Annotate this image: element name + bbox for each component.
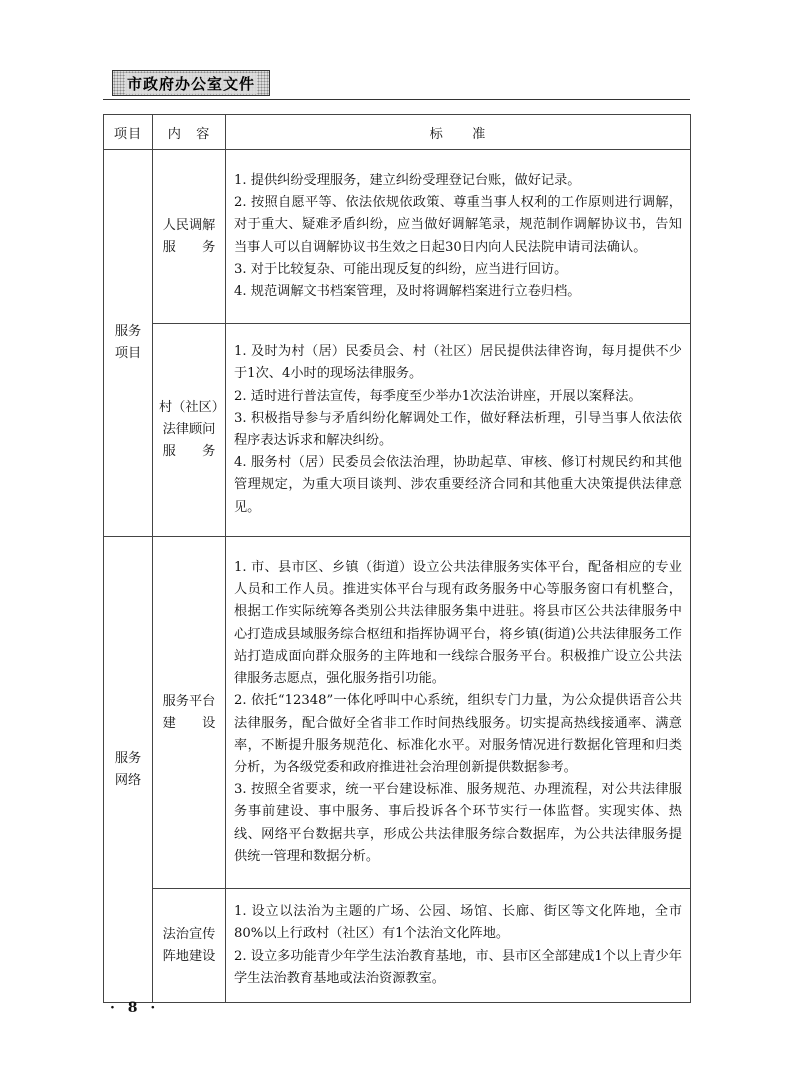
standard-cell [226, 537, 691, 889]
document-header-title: 市政府办公室文件 [126, 74, 255, 93]
table-row [104, 150, 691, 324]
standard-item: 2. 设立多功能青少年学生法治教育基地，市、县市区全部建成1个以上青少年学生法治教育基地或法治资源教室。 [234, 948, 682, 986]
content-cell [153, 889, 226, 1003]
content-line: 法治宣传 [162, 926, 216, 942]
standard-cell [226, 150, 691, 324]
standards-table [103, 114, 691, 1003]
standard-item: 1. 市、县市区、乡镇（街道）设立公共法律服务实体平台，配备相应的专业人员和工作人员。推进实体平台与现有政务服务中心等服务窗口有机整合，根据工作实际统筹各类别公共法律服务集中进驻。将县市区公共法律服务中心打造成县域服务综合枢纽和指挥协调平台，将乡镇(街道)公共法律服务工作站打造成面向群众服务的主阵地和一线综合服务平台。积极推广设立公共法律服务志愿点，强化服务指引功能。 [234, 560, 682, 687]
content-line: 服务平台 [162, 693, 216, 709]
column-header-standard: 标 准 [226, 115, 691, 150]
content-cell [153, 150, 226, 324]
content-line: 服 务 [162, 444, 216, 459]
section-item-label: 服务项目 [114, 324, 142, 361]
header-divider [103, 99, 690, 100]
table-row [104, 889, 691, 1003]
table-row [104, 537, 691, 889]
standard-item: 2. 按照自愿平等、依法依规依政策、尊重当事人权利的工作原则进行调解，对于重大、疑难矛盾纠纷，应当做好调解笔录，规范制作调解协议书，告知当事人可以自调解协议书生效之日起30日内向人民法院申请司法确认。 [234, 195, 682, 255]
standard-item: 4. 规范调解文书档案管理，及时将调解档案进行立卷归档。 [234, 283, 581, 299]
standard-item: 1. 及时为村（居）民委员会、村（社区）居民提供法律咨询，每月提供不少于1次、4小时的现场法律服务。 [234, 344, 682, 382]
table-header-row [104, 115, 691, 150]
section-item-label: 服务网络 [114, 750, 142, 788]
content-line: 阵地建设 [162, 948, 216, 964]
standard-cell [226, 889, 691, 1003]
column-header-content: 内 容 [153, 115, 226, 150]
standard-item: 1. 设立以法治为主题的广场、公园、场馆、长廊、街区等文化阵地，全市80%以上行政村（社区）有1个法治文化阵地。 [234, 904, 682, 942]
standard-item: 3. 按照全省要求，统一平台建设标准、服务规范、办理流程，对公共法律服务事前建设、事中服务、事后投诉各个环节实行一体监督。实现实体、热线、网络平台数据共享，形成公共法律服务综合数据库，为公共法律服务提供统一管理和数据分析。 [234, 782, 682, 864]
section-item-cell [104, 150, 153, 537]
standard-item: 1. 提供纠纷受理服务，建立纠纷受理登记台账，做好记录。 [234, 172, 581, 188]
column-header-item: 项目 [104, 115, 153, 150]
page-number: · 8 · [110, 1000, 160, 1016]
table-row [104, 324, 691, 537]
content-line: 人民调解 [162, 217, 216, 233]
content-line: 服 务 [162, 239, 216, 255]
standard-item: 3. 积极指导参与矛盾纠纷化解调处工作，做好释法析理，引导当事人依法依程序表达诉求和解决纠纷。 [234, 410, 682, 448]
content-line: 建 设 [162, 715, 216, 731]
content-cell [153, 537, 226, 889]
section-item-cell [104, 537, 153, 1003]
standard-item: 2. 依托“12348”一体化呼叫中心系统，组织专门力量，为公众提供语音公共法律服务，配合做好全省非工作时间热线服务。切实提高热线接通率、满意率，不断提升服务规范化、标准化水平。对服务情况进行数据化管理和归类分析，为各级党委和政府推进社会治理创新提供数据参考。 [234, 693, 682, 775]
content-cell [153, 324, 226, 537]
standard-item: 4. 服务村（居）民委员会依法治理，协助起草、审核、修订村规民约和其他管理规定，为重大项目谈判、涉农重要经济合同和其他重大决策提供法律意见。 [234, 455, 682, 515]
standard-item: 2. 适时进行普法宣传，每季度至少举办1次法治讲座，开展以案释法。 [234, 388, 642, 404]
content-line: 法律顾问 [162, 422, 216, 437]
document-header-badge [112, 70, 270, 96]
standard-item: 3. 对于比较复杂、可能出现反复的纠纷，应当进行回访。 [234, 261, 568, 277]
content-line: 村（社区） [159, 400, 225, 415]
standard-cell [226, 324, 691, 537]
